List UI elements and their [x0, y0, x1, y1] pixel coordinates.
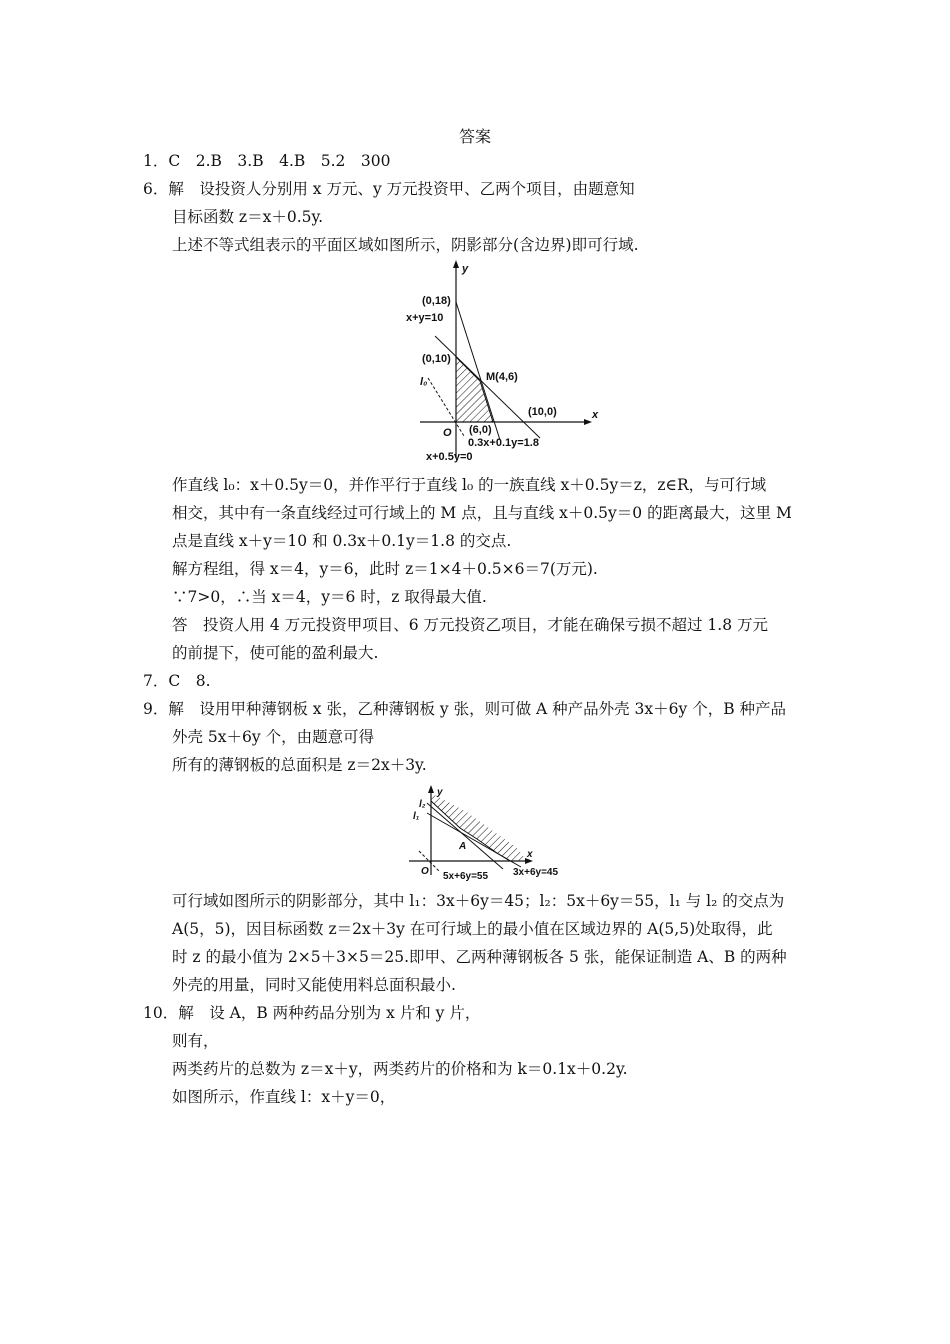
answer-text: 所有的薄钢板的总面积是 z＝2x＋3y.: [172, 756, 427, 774]
feasible-region-figure-2: [405, 783, 575, 883]
label-l0: l₀: [420, 376, 428, 388]
y-axis-arrow-icon: [453, 260, 459, 268]
answer-text: 作直线 l₀：x＋0.5y＝0，并作平行于直线 l₀ 的一族直线 x＋0.5y＝z，z∈R，与可行域: [172, 476, 767, 494]
answer-text: A(5，5)，因目标函数 z＝2x＋3y 在可行域上的最小值在区域边界的 A(5,5)处取得，此: [172, 920, 773, 938]
label-x-plus-y-10: x+y=10: [406, 312, 444, 324]
x-axis-arrow-icon: [584, 419, 592, 425]
answer-text: 点是直线 x＋y＝10 和 0.3x＋0.1y＝1.8 的交点.: [172, 532, 512, 550]
label-origin: O: [443, 427, 452, 439]
answer-line-1: 1．C 2.B 3.B 4.B 5.2 300: [143, 152, 391, 170]
answer-text: 答 投资人用 4 万元投资甲项目、6 万元投资乙项目，才能在确保亏损不超过 1.8 万元: [172, 616, 769, 634]
answer-text: 上述不等式组表示的平面区域如图所示，阴影部分(含边界)即可行域.: [172, 236, 639, 254]
label-3x-6y-45: 3x+6y=45: [513, 867, 559, 878]
label-6-0: (6,0): [469, 424, 492, 436]
label-x-05y: x+0.5y=0: [426, 451, 473, 463]
answer-text: 的前提下，使可能的盈利最大.: [172, 644, 379, 662]
answer-text: ∵7>0，∴当 x＝4，y＝6 时，z 取得最大值.: [172, 588, 487, 606]
feasible-region: [456, 357, 493, 422]
y-axis-label: y: [437, 787, 443, 798]
label-l1: l₁: [413, 811, 420, 822]
answer-text: 外壳的用量，同时又能使用料总面积最小.: [172, 976, 456, 994]
answer-text: 解方程组，得 x＝4，y＝6，此时 z＝1×4＋0.5×6＝7(万元).: [172, 560, 598, 578]
answer-text: 目标函数 z＝x＋0.5y.: [172, 208, 324, 226]
answer-text: 两类药片的总数为 z＝x＋y，两类药片的价格和为 k＝0.1x＋0.2y.: [172, 1060, 628, 1078]
answer-text: 可行域如图所示的阴影部分，其中 l₁：3x＋6y＝45；l₂：5x＋6y＝55，l₁ 与 l₂ 的交点为: [172, 892, 785, 910]
label-A: A: [459, 841, 467, 852]
x-axis-label: x: [527, 849, 533, 860]
label-l2: l₂: [419, 799, 426, 810]
label-10-0: (10,0): [528, 406, 557, 418]
label-0-10: (0,10): [422, 353, 451, 365]
line-x-plus-y: [435, 336, 540, 438]
label-03x: 0.3x+0.1y=1.8: [468, 437, 539, 449]
label-M: M(4,6): [486, 371, 518, 383]
label-origin: O: [421, 866, 429, 877]
feasible-region-figure-1: [400, 258, 600, 463]
label-5x-6y-55: 5x+6y=55: [443, 871, 489, 882]
page-title: 答案: [458, 127, 491, 146]
answer-line-7: 7．C 8.: [143, 672, 211, 690]
label-0-18: (0,18): [422, 295, 451, 307]
y-axis-label: y: [462, 263, 469, 275]
answer-text: 如图所示，作直线 l：x＋y＝0，: [172, 1088, 396, 1106]
answer-line-6: 6．解 设投资人分别用 x 万元、y 万元投资甲、乙两个项目，由题意知: [143, 180, 635, 198]
feasible-region: [431, 793, 527, 861]
answer-line-10: 10．解 设 A，B 两种药品分别为 x 片和 y 片，: [143, 1004, 481, 1022]
answer-text: 相交，其中有一条直线经过可行域上的 M 点，且与直线 x＋0.5y＝0 的距离最大，这里 M: [172, 504, 792, 522]
answer-text: 外壳 5x＋6y 个，由题意可得: [172, 728, 375, 746]
answer-line-9: 9．解 设用甲种薄钢板 x 张，乙种薄钢板 y 张，则可做 A 种产品外壳 3x＋6y 个，B 种产品: [143, 700, 787, 718]
answer-text: 时 z 的最小值为 2×5＋3×5＝25.即甲、乙两种薄钢板各 5 张，能保证制造 A、B 的两种: [172, 948, 787, 966]
y-axis-arrow-icon: [428, 785, 434, 793]
x-axis-label: x: [592, 409, 599, 421]
answer-text: 则有，: [172, 1032, 219, 1050]
